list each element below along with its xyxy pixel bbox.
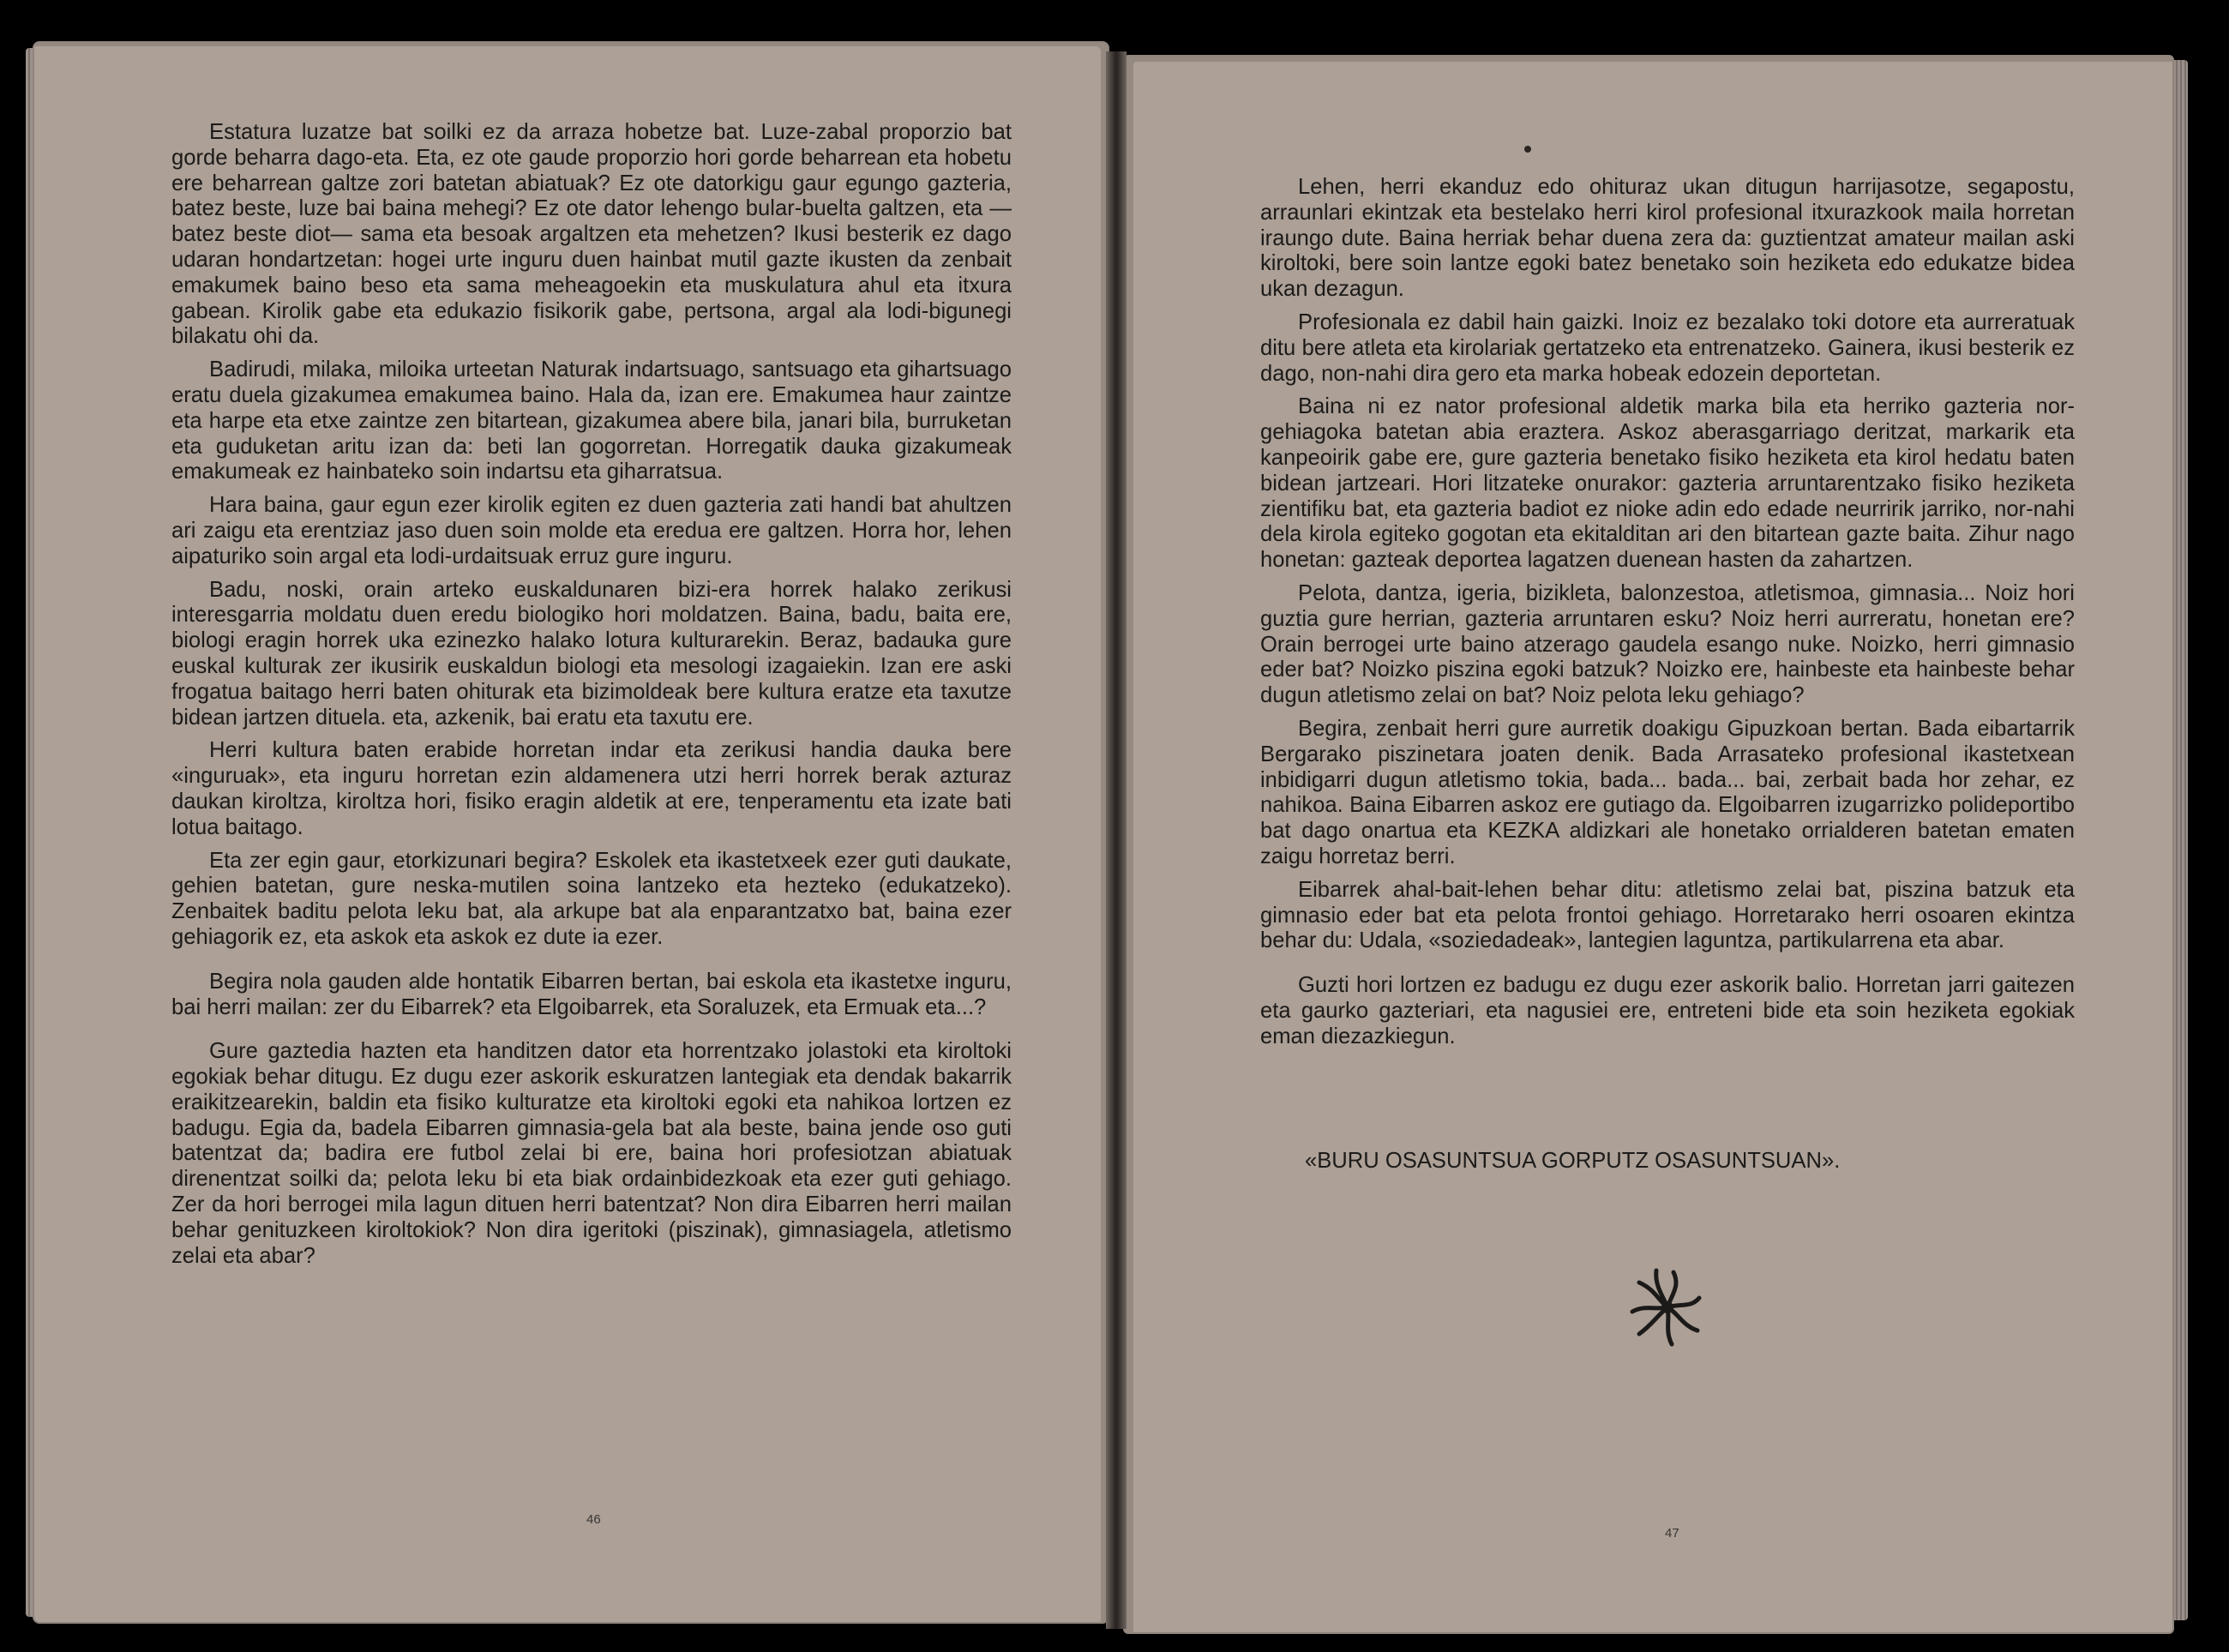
- paragraph: Profesionala ez dabil hain gaizki. Inoiz ez bezalako toki dotore eta aurreratuak ditu bere atleta eta kirolariak gertatzeko eta entrenatzeko. Gainera, ikusi besterik ez dago, non-nahi dira gero eta marka hobeak edozein deportetan.: [1260, 309, 2075, 386]
- paragraph: Gure gaztedia hazten eta handitzen dator eta horrentzako jolastoki eta kiroltoki egokiak behar ditugu. Ez dugu ezer askorik eskuratzen lantegiak eta dendak bakarrik eraikitzearekin, baldin eta fisiko kulturatze eta kiroltoki egoki eta nahikoa lortzen ez badugu. Egia da, badela Eibarren gimnasia-gela bat ala beste, baina jende oso guti batentzat da; badira ere futbol zelai bi ere, baina hori profesiotzan abiatuak direnentzat soilki da; pelota leku bi eta biak ordainbidezkoak eta ezer guti gehiago. Zer da hori berrogei mila lagun dituen herri batentzat? Non dira Eibarren herri mailan behar genituzkeen kiroltokiok? Non dira igeritoki (piszinak), gimnasiagela, atletismo zelai eta abar?: [171, 1039, 1012, 1268]
- paragraph: Begira, zenbait herri gure aurretik doakigu Gipuzkoan bertan. Bada eibartarrik Bergarako piszinetara joaten denik. Bada Arrasateko profesional ikastetxean inbidigarri dugun atletismo tokia, bada... bada... bai, zerbait bada hor zehar, ez nahikoa. Baina Eibarren askoz ere gutiago da. Elgoibarren izugarrizko polideportibo bat dago onartua eta KEZKA aldizkari ale honetako orrialderen batetan ematen zaigu horretaz berri.: [1260, 716, 2075, 868]
- closing-slogan: «BURU OSASUNTSUA GORPUTZ OSASUNTSUAN».: [1305, 1149, 1841, 1173]
- paragraph: Badirudi, milaka, miloika urteetan Naturak indartsuago, santsuago eta gihartsuago eratu duela gizakumea emakumea baino. Hala da, izan ere. Emakumea haur zaintze eta harpe eta etxe zaintze zen bitartean, gizakumea abere bila, janari bila, burruketan eta guduketan aritu izan da: beti lan gogorretan. Horregatik dauka gizakumeak emakumeak ez hainbateko soin indartsu eta giharratsua.: [171, 357, 1012, 484]
- page-number-right: 47: [1665, 1526, 1679, 1541]
- paragraph: Hara baina, gaur egun ezer kirolik egiten ez duen gazteria zati handi bat ahultzen ari zaigu eta erentziaz jaso duen soin molde eta eredua ere galtzen. Horra hor, lehen aipaturiko soin argal eta lodi-urdaitsuak erruz gure inguru.: [171, 493, 1012, 568]
- paragraph: Eta zer egin gaur, etorkizunari begira? Eskolek eta ikastetxeek ezer guti daukate, gehien batetan, gure neska-mutilen soina lantzeko eta hezteko (edukatzeko). Zenbaitek baditu pelota leku bat, ala arkupe bat ala enparantzatxo bat, baina ezer gehiagorik ez, eta askok eta askok ez dute ia ezer.: [171, 848, 1012, 949]
- paragraph: Baina ni ez nator profesional aldetik marka bila eta herriko gazteria nor-gehiagoka batetan abia eraztera. Askoz aberasgarriago deritzat, markarik eta kanpeoirik gabe ere, gure gazteria benetako fisiko heziketa eta kirol hedatu baten bidean jartzeari. Hori litzateke onurakor: gazteria arruntarentzako fisiko heziketa zientifiku bat, eta gazteria badiot ez nioke adin edo edade neurririk jarriko, nor-nahi dela kirola egiteko gogotan eta ekitalditan ari den bitartean gazte baita. Zihur nago honetan: gazteak deportea lagatzen duenean hasten da zahartzen.: [1260, 394, 2075, 573]
- paragraph: Pelota, dantza, igeria, bizikleta, balonzestoa, atletismoa, gimnasia... Noiz hori guztia gure herrian, gazteria arruntaren esku? Noiz herri aurreratu, honetan ere? Orain berrogei urte baino atzerago gaudela esango nuke. Noizko, herri gimnasio eder bat? Noizko piszina egoki batzuk? Noizko ere, hainbeste eta hainbeste behar dugun atletismo zelai on bat? Noiz pelota leku gehiago?: [1260, 580, 2075, 708]
- paragraph: Eibarrek ahal-bait-lehen behar ditu: atletismo zelai bat, piszina batzuk eta gimnasio eder bat eta pelota frontoi gehiago. Horretarako herri osoaren ekintza behar du: Udala, «soziedadeak», lantegien laguntza, partikularrena eta abar.: [1260, 877, 2075, 953]
- paragraph: Lehen, herri ekanduz edo ohituraz ukan ditugun harrijasotze, segapostu, arraunlari ekintzak eta bestelako herri kirol profesional itxurazkook maila horretan iraungo dute. Baina herriak behar duena zera da: guztientzat amateur mailan aski kiroltoki, bere soin lantze egoki batez benetako soin heziketa edo edukatze bidea ukan dezagun.: [1260, 175, 2075, 302]
- paragraph: Guzti hori lortzen ez badugu ez dugu ezer askorik balio. Horretan jarri gaitezen eta gaurko gazteriari, eta nagusiei ere, entreteni bide eta soin heziketa egokiak eman diezazkiegun.: [1260, 973, 2075, 1048]
- page-number-left: 46: [586, 1512, 601, 1527]
- paragraph: Estatura luzatze bat soilki ez da arraza hobetze bat. Luze-zabal proporzio bat gorde beharra dago-eta. Eta, ez ote gaude proporzio hori gorde beharrean eta hobetu ere beharrean galtze zori batetan abiatuak? Ez ote datorkigu gaur egungo gazteria, batez beste, luze bai baina mehegi? Ez ote dator lehengo bular-buelta galtzen, eta —batez beste diot— sama eta besoak argaltzen eta mehetzen? Ikusi besterik ez dago udaran hondartzetan: hogei urte inguru duen hainbat mutil gazte ikusten da zenbait emakumek baino beso eta sama meheagoekin eta muskulatura ahul eta itxura gabean. Kirolik gabe eta edukazio fisikorik gabe, pertsona, argal ala lodi-bigunegi bilakatu ohi da.: [171, 120, 1012, 349]
- left-page-text: [171, 120, 1012, 1277]
- ink-dot: [1524, 146, 1531, 153]
- right-page-text: [1260, 175, 2075, 1058]
- spiral-star-icon: [1620, 1260, 1715, 1355]
- paragraph: Badu, noski, orain arteko euskaldunaren bizi-era horrek halako zerikusi interesgarria moldatu duen eredu biologiko hori moldatzen. Baina, badu, baita ere, biologi eragin horrek uka ezinezko halako lotura kulturarekin. Beraz, badauka gure euskal kulturak zer ikusirik euskaldun biologi eta mesologi izagaiekin. Izan ere aski frogatua baitago herri baten ohiturak eta bizimoldeak bere kultura eratze eta taxutze bidean jartzen dituela. eta, azkenik, bai eratu eta taxutu ere.: [171, 577, 1012, 730]
- paragraph: Begira nola gauden alde hontatik Eibarren bertan, bai eskola eta ikastetxe inguru, bai herri mailan: zer du Eibarrek? eta Elgoibarrek, eta Soraluzek, eta Ermuak eta...?: [171, 969, 1012, 1019]
- paragraph: Herri kultura baten erabide horretan indar eta zerikusi handia dauka bere «inguruak», eta inguru horretan ezin aldamenera utzi herri horrek berak azturaz daukan kiroltza, kiroltza hori, fisiko eragin aldetik at ere, tenperamentu eta izate bati lotua baitago.: [171, 738, 1012, 839]
- book-gutter: [1106, 51, 1127, 1629]
